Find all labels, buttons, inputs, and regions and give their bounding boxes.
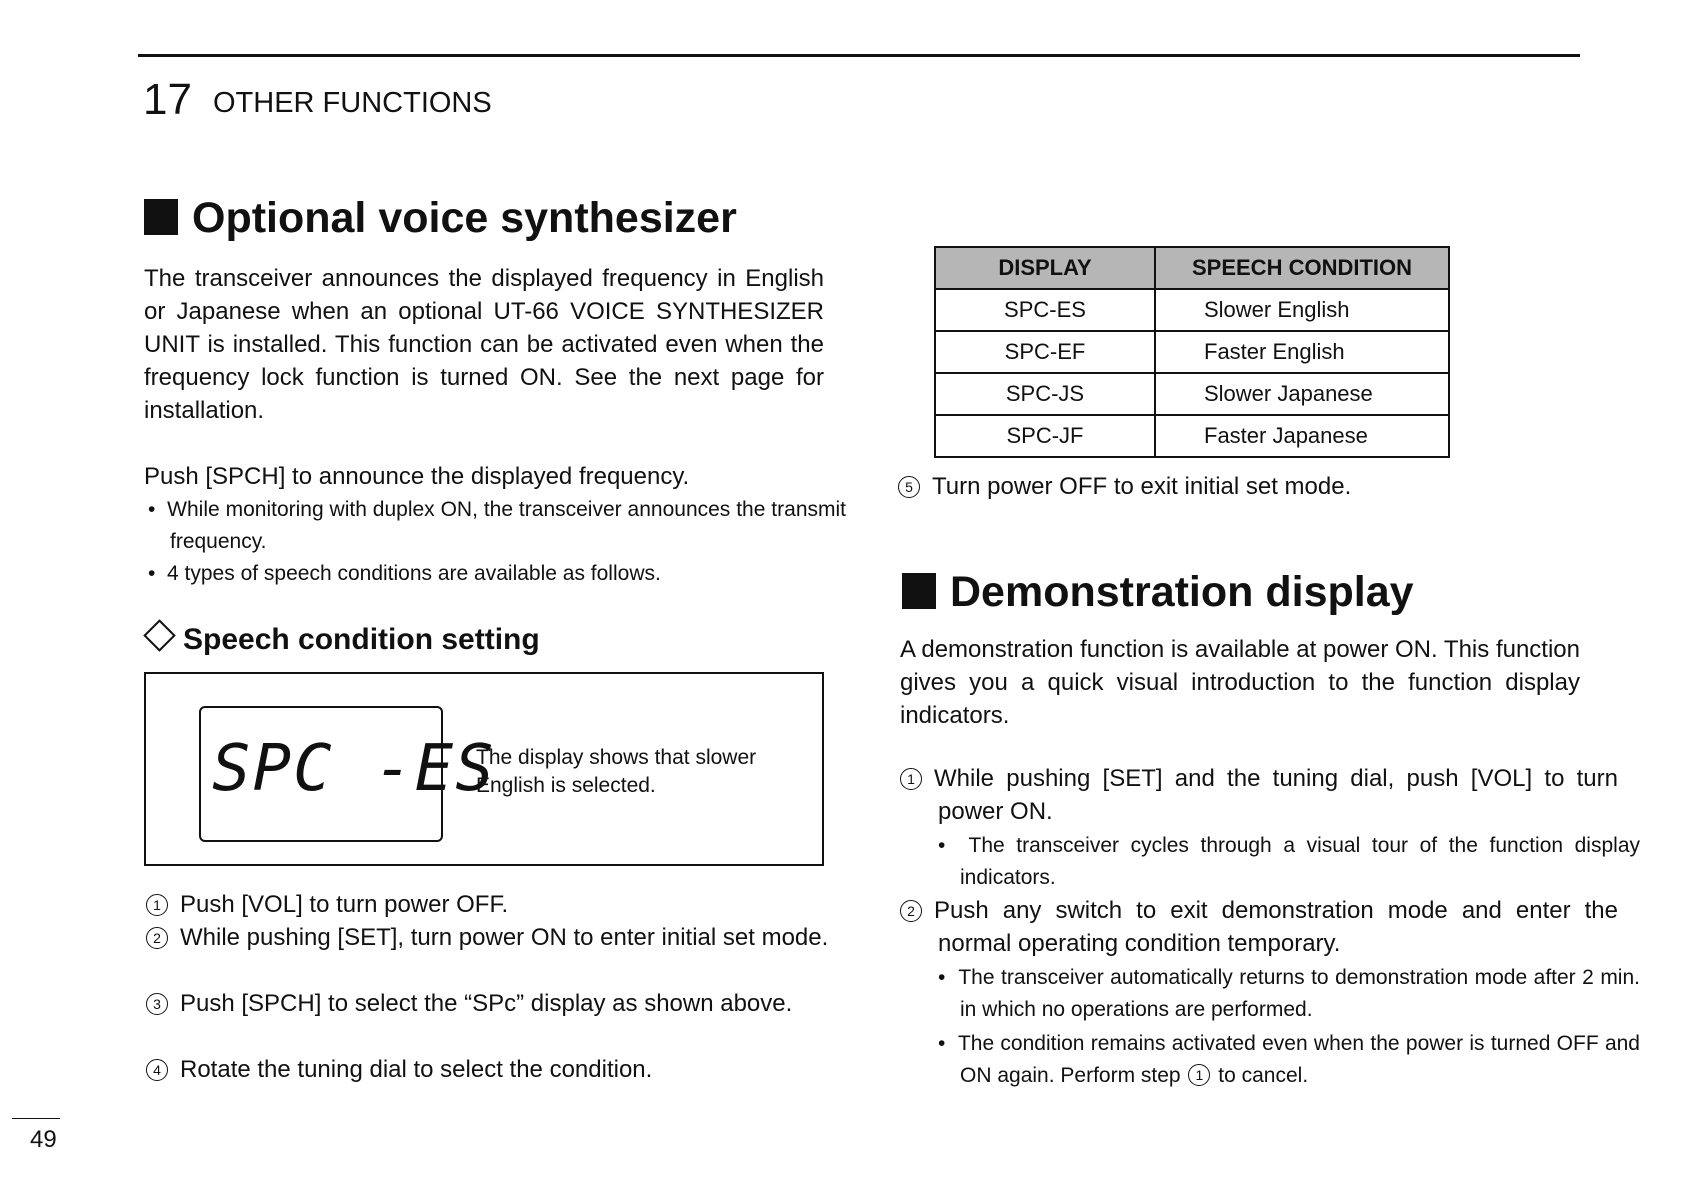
circled-number: 4 xyxy=(146,1059,168,1081)
section-square-icon xyxy=(144,199,178,235)
section-square-icon xyxy=(902,573,936,609)
header-rule xyxy=(138,54,1580,57)
page-number: 49 xyxy=(30,1126,57,1153)
subsection-title-speech: Speech condition setting xyxy=(142,622,540,658)
chapter-number: 17 xyxy=(143,75,192,124)
circled-number: 3 xyxy=(146,993,168,1015)
table-row xyxy=(935,415,1449,457)
table-cell-condition: Faster English xyxy=(1155,331,1449,373)
circled-number: 1 xyxy=(1188,1064,1210,1086)
display-note: The display shows that slower English is selected. xyxy=(476,746,757,797)
table-row xyxy=(935,331,1449,373)
table-cell-condition: Slower English xyxy=(1155,289,1449,331)
speech-step-5: 5 Turn power OFF to exit initial set mode. xyxy=(898,470,1618,503)
demo-step-1: 1 While pushing [SET] and the tuning dial, push [VOL] to turn power ON. xyxy=(900,762,1618,828)
table-cell-display: SPC-ES xyxy=(935,289,1155,331)
speech-step-2: 2 While pushing [SET], turn power ON to enter initial set mode. xyxy=(146,921,864,954)
page-number-rule xyxy=(12,1118,60,1119)
circled-number: 2 xyxy=(900,900,922,922)
section-title-demo: Demonstration display xyxy=(902,567,1414,617)
table-cell-condition: Slower Japanese xyxy=(1155,373,1449,415)
table-cell-display: SPC-JS xyxy=(935,373,1155,415)
section-title-voice: Optional voice synthesizer xyxy=(144,193,737,243)
demo-step-2-bullet-1: • The transceiver automatically returns to demonstration mode after 2 min. in which no operations are performed. xyxy=(938,966,1640,1021)
demo-intro: A demonstration function is available at power ON. This function gives you a quick visual introduction to the function display indicators. xyxy=(900,636,1580,729)
voice-bullet-1: • While monitoring with duplex ON, the transceiver announces the transmit frequency. xyxy=(148,498,846,553)
speech-step-4: 4 Rotate the tuning dial to select the condition. xyxy=(146,1053,864,1086)
circled-number: 1 xyxy=(146,894,168,916)
speech-step-1: 1 Push [VOL] to turn power OFF. xyxy=(146,888,864,921)
table-row xyxy=(935,373,1449,415)
voice-intro: The transceiver announces the displayed frequency in English or Japanese when an optional UT-66 VOICE SYNTHESIZER UNIT is installed. This function can be activated even when the frequency lock function is turned ON. See the next page for installation. xyxy=(144,265,824,424)
table-header-row xyxy=(935,247,1449,289)
demo-step-2: 2 Push any switch to exit demonstration mode and enter the normal operating condition temporary. xyxy=(900,894,1618,960)
diamond-icon xyxy=(143,619,176,652)
voice-push-instruction: Push [SPCH] to announce the displayed frequency. xyxy=(144,463,690,490)
table-cell-display: SPC-EF xyxy=(935,331,1155,373)
lcd-display-text: SPC -ES xyxy=(212,732,496,806)
circled-number: 2 xyxy=(146,927,168,949)
table-row xyxy=(935,289,1449,331)
table-cell-condition: Faster Japanese xyxy=(1155,415,1449,457)
speech-condition-table xyxy=(934,246,1450,458)
demo-step-2-bullet-2: • The condition remains activated even when the power is turned OFF and ON again. Perform step 1 to cancel. xyxy=(938,1032,1640,1087)
circled-number: 5 xyxy=(898,476,920,498)
chapter-title: OTHER FUNCTIONS xyxy=(213,87,492,119)
table-cell-display: SPC-JF xyxy=(935,415,1155,457)
speech-step-3: 3 Push [SPCH] to select the “SPc” display as shown above. xyxy=(146,987,864,1020)
circled-number: 1 xyxy=(900,768,922,790)
demo-step-1-bullet: • The transceiver cycles through a visual tour of the function display indicators. xyxy=(938,834,1641,889)
voice-bullet-2: • 4 types of speech conditions are available as follows. xyxy=(148,562,661,585)
table-header-condition: SPEECH CONDITION xyxy=(1155,247,1449,289)
table-header-display: DISPLAY xyxy=(935,247,1155,289)
